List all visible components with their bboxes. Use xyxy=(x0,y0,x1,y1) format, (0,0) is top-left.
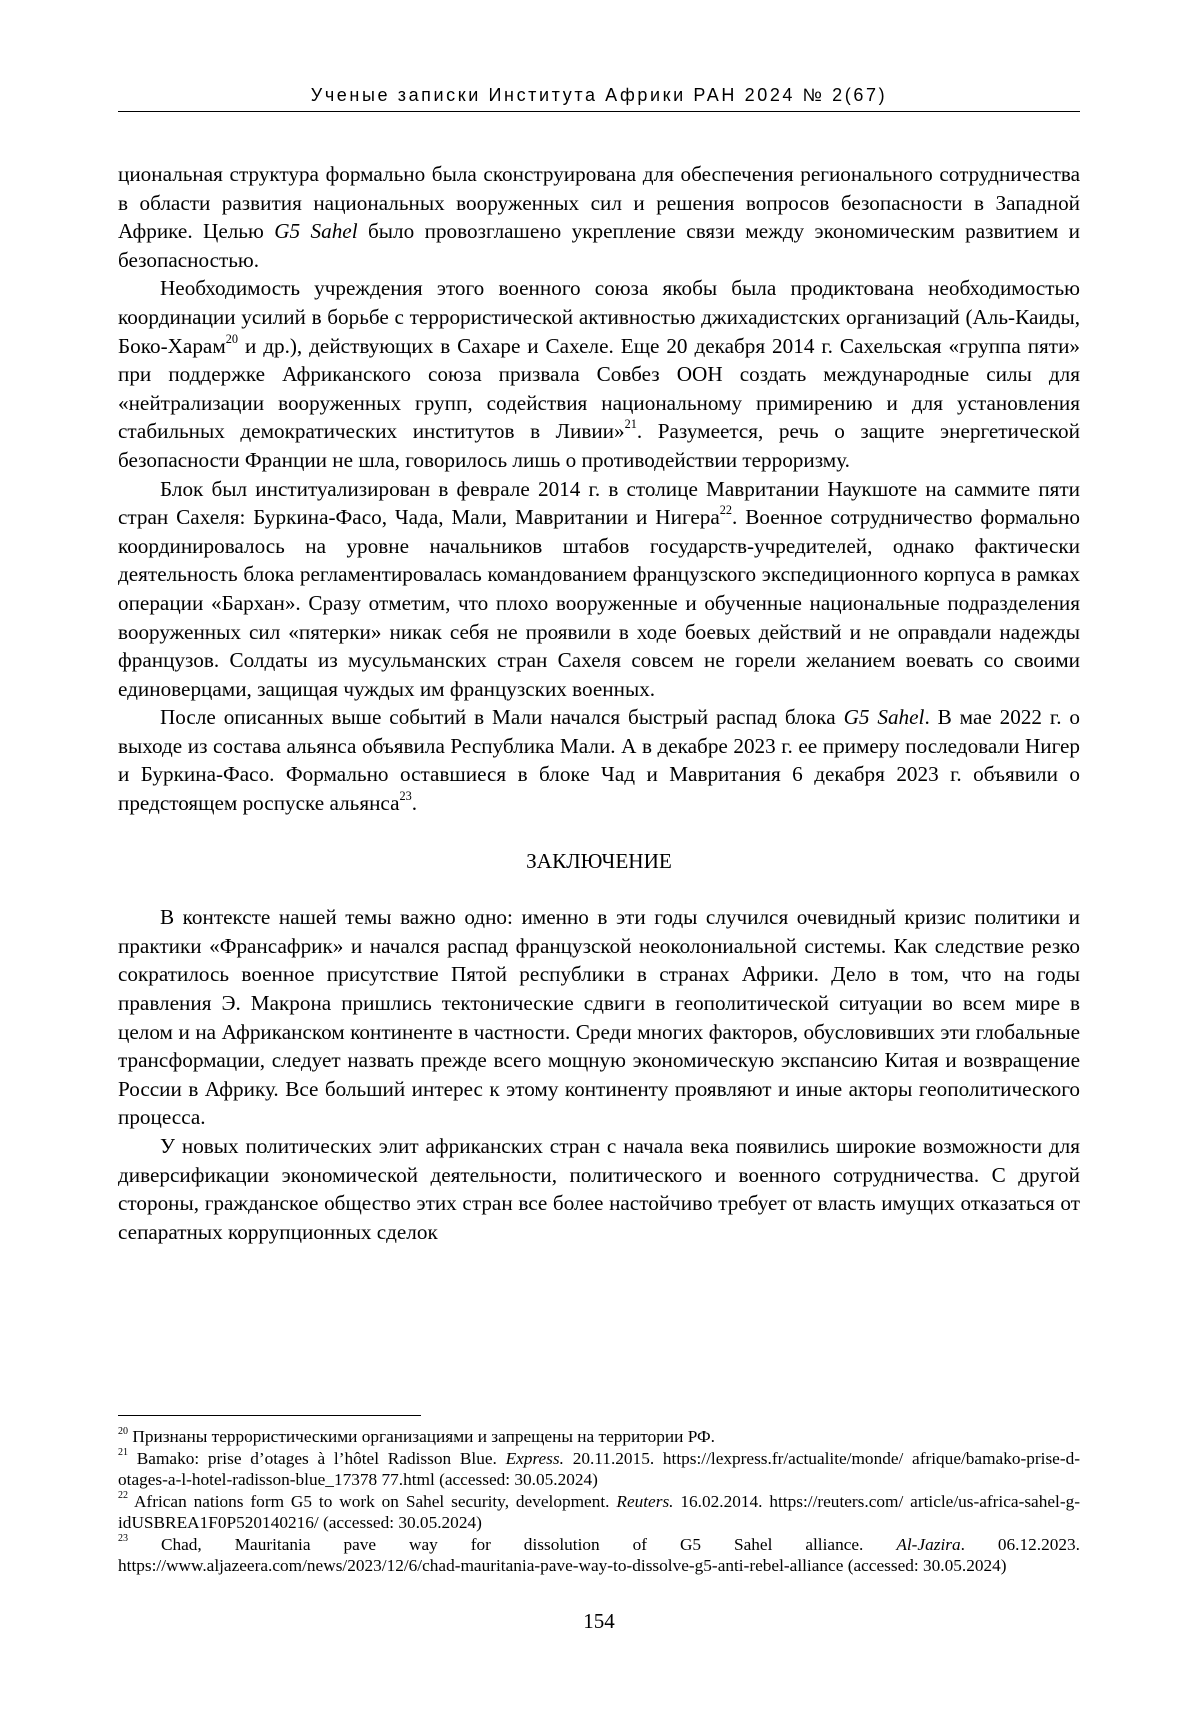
footnote-number: 23 xyxy=(118,1533,129,1545)
section-heading: ЗАКЛЮЧЕНИЕ xyxy=(526,848,672,873)
text-run: было провозглашено укрепление связи между экономическим развитием и безопасностью. xyxy=(118,219,1081,272)
footnote-ref[interactable]: 20 xyxy=(225,331,239,346)
text-run: циональная структура формально была сконструирована для обеспечения регионального сотрудничества в области развития национальных вооруженных сил и решения вопросов безопасности в Западной Африке. Целью xyxy=(118,162,1080,244)
footnote-separator xyxy=(118,1415,421,1416)
footnote-link-text[interactable]: 20.11.2015. https://lexpress.fr/actualite/monde/ afrique/bamako-prise-d-otages-a-l-hotel-radisson-blue_17378 77.html (accessed: 30.05.2024) xyxy=(118,1448,1080,1489)
text-run: . xyxy=(411,791,418,816)
text-run: Необходимость учреждения этого военного союза якобы была продиктована необходимостью координации усилий в борьбе с террористической активностью джихадистских организаций (Аль-Каиды, Боко-Харам xyxy=(118,276,1080,358)
source-name: Reuters. xyxy=(616,1491,674,1511)
italic-term: G5 Sahel xyxy=(274,219,358,244)
running-head: Ученые записки Института Африки РАН 2024 № 2(67) xyxy=(310,85,888,105)
footnote xyxy=(118,1426,1080,1448)
text-run: У новых политических элит африканских стран с начала века появились широкие возможности для диверсификации экономической деятельности, политического и военного сотрудничества. С другой стороны, гражданское общество этих стран все более настойчиво требует от власть имущих отказаться от сепаратных коррупционных сделок xyxy=(118,1134,1080,1244)
footnote xyxy=(118,1491,1080,1534)
source-name: Al-Jazira xyxy=(896,1534,961,1554)
footnote-ref[interactable]: 23 xyxy=(399,789,412,804)
page-number: 154 xyxy=(583,1609,615,1633)
footnote-number: 22 xyxy=(118,1490,129,1502)
header-rule xyxy=(118,111,1080,112)
text-run: Блок был институализирован в феврале 2014 г. в столице Мавритании Наукшоте на саммите пяти стран Сахеля: Буркина-Фасо, Чада, Мали, Мавритании и Нигера xyxy=(118,476,1080,530)
footnotes xyxy=(118,1426,1080,1577)
footnote-ref[interactable]: 22 xyxy=(719,503,733,518)
text-run: . Военное сотрудничество формально координировалось на уровне начальников штабов государств-учредителей, однако фактически деятельность блока регламентировалась командованием французского экспедиционного корпуса в рамках операции «Бархан». Сразу отметим, что плохо вооруженные и обученные национальные подразделения вооруженных сил «пятерки» никак себя не проявили в ходе боевых действий и не оправдали надежды французов. Солдаты из мусульманских стран Сахеля совсем не горели желанием воевать со своими единоверцами, защищая чуждых им французских военных. xyxy=(118,505,1080,701)
paragraph xyxy=(118,274,1080,474)
paragraph xyxy=(118,475,1080,704)
footnote-number: 21 xyxy=(118,1447,129,1459)
text-run: и др.), действующих в Сахаре и Сахеле. Еще 20 декабря 2014 г. Сахельская «группа пяти» при поддержке Африканского союза призвала Совбез ООН создать международные силы для «нейтрализации вооруженных групп, содействия национальному примирению и для установления стабильных демократических институтов в Ливии» xyxy=(118,333,1080,444)
footnote xyxy=(118,1448,1080,1491)
footnote-ref[interactable]: 21 xyxy=(624,417,637,432)
text-run: . В мае 2022 г. о выходе из состава альянса объявила Республика Мали. А в декабре 2023 г. ее примеру последовали Нигер и Буркина-Фасо. Формально оставшиеся в блоке Чад и Мавритания 6 декабря 2023 г. объявили о предстоящем роспуске альянса xyxy=(118,705,1081,816)
italic-term: G5 Sahel xyxy=(843,705,925,730)
footnote xyxy=(118,1534,1080,1577)
paragraph xyxy=(118,703,1080,817)
footnote-text: Chad, Mauritania pave way for dissolution of G5 Sahel alliance. xyxy=(160,1534,897,1554)
paragraph xyxy=(118,1132,1080,1246)
text-run: После описанных выше событий в Мали начался быстрый распад блока xyxy=(160,705,844,730)
paragraph-continued xyxy=(118,160,1080,274)
footnote-text: Признаны террористическими организациями и запрещены на территории РФ. xyxy=(132,1427,715,1446)
body-text xyxy=(118,160,1080,1246)
text-run: В контексте нашей темы важно одно: именно в эти годы случился очевидный кризис политики и практики «Франсафрик» и начался распад французской неоколониальной системы. Как следствие резко сократилось военное присутствие Пятой республики в странах Африки. Дело в том, что на годы правления Э. Макрона пришлись тектонические сдвиги в геополитической ситуации во всем мире в целом и на Африканском континенте в частности. Среди многих факторов, обусловивших эти глобальные трансформации, следует назвать прежде всего мощную экономическую экспансию Китая и возвращение России в Африку. Все больший интерес к этому континенту проявляют и иные акторы геополитического процесса. xyxy=(118,905,1080,1130)
text-run: . Разумеется, речь о защите энергетической безопасности Франции не шла, говорилось лишь о противодействии терроризму. xyxy=(118,419,1080,472)
footnote-number: 20 xyxy=(118,1425,129,1437)
source-name: Express. xyxy=(505,1448,564,1468)
footnote-text: African nations form G5 to work on Sahel security, development. xyxy=(133,1491,617,1511)
footnote-link-text[interactable]: 16.02.2014. https://reuters.com/ article/us-africa-sahel-g-idUSBREA1F0P520140216/ (accessed: 30.05.2024) xyxy=(118,1491,1080,1532)
footnote-text: Bamako: prise d’otages à l’hôtel Radisson Blue. xyxy=(136,1448,506,1468)
paragraph xyxy=(118,903,1080,1132)
footnote-link-text[interactable]: . 06.12.2023. https://www.aljazeera.com/news/2023/12/6/chad-mauritania-pave-way-to-dissolve-g5-anti-rebel-alliance (accessed: 30.05.2024) xyxy=(118,1534,1080,1575)
